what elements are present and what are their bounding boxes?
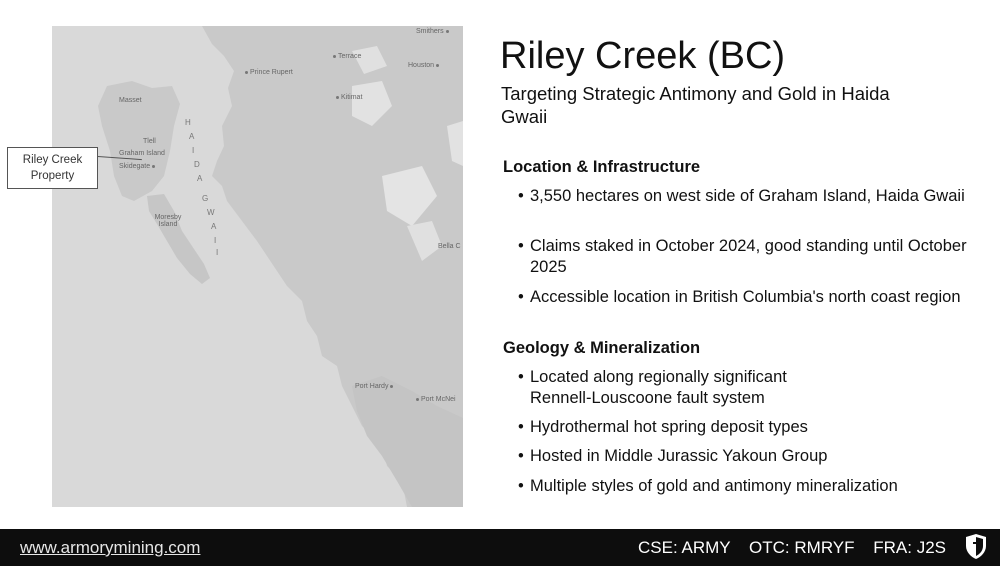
map-label-gwaii-a: A [211,222,218,231]
ticker-fra: FRA: J2S [873,538,946,557]
ticker-otc: OTC: RMRYF [749,538,855,557]
bullet-claims: • Claims staked in October 2024, good standing until October 2025 [518,236,968,278]
callout-line1: Riley Creek [22,154,83,166]
map-label-haida-d: D [194,160,201,169]
map-label-terrace: Terrace [333,53,361,60]
map-label-haida-a: A [189,132,196,141]
map-label-houston: Houston [408,62,439,69]
section-heading-geology: Geology & Mineralization [503,339,701,357]
map-label-haida-a2: A [197,174,204,183]
map-label-bella: Bella C [438,243,461,250]
bullet-hectares: • 3,550 hectares on west side of Graham Island, Haida Gwaii [518,186,968,207]
map-label-gwaii-i: I [214,236,218,245]
riley-creek-property-callout [7,147,98,189]
bullet-accessible: • Accessible location in British Columbia's north coast region [518,287,968,308]
map-label-skidegate: Skidegate [119,163,155,170]
map-label-gwaii-w: W [207,208,216,217]
map-label-tlell: Tlell [143,138,156,145]
bullet-yakoun-group: • Hosted in Middle Jurassic Yakoun Group [518,446,968,467]
map-label-haida-i: I [192,146,196,155]
map-label-port-hardy: Port Hardy [355,383,393,390]
ticker-cse: CSE: ARMY [638,538,731,557]
map-label-gwaii-g: G [202,194,210,203]
location-map [52,26,463,507]
ticker-symbols [624,538,946,558]
moresby-island-landmass [147,194,210,284]
map-label-moresby-island: Moresby Island [154,214,182,228]
footer-bar [0,529,1000,566]
section-heading-location: Location & Infrastructure [503,158,701,176]
map-label-smithers: Smithers [416,28,449,35]
website-link[interactable]: www.armorymining.com [20,538,201,557]
slide-title: Riley Creek (BC) [500,35,786,77]
callout-line2: Property [30,170,75,182]
map-terrain [52,26,463,507]
slide-subtitle: Targeting Strategic Antimony and Gold in Haida Gwaii [501,83,890,127]
bullet-gold-antimony: • Multiple styles of gold and antimony mineralization [518,476,968,497]
map-label-port-mcneill: Port McNei [416,396,456,403]
bullet-fault-system: • Located along regionally significant Rennell-Louscoone fault system [518,367,848,409]
map-label-haida-h: H [185,118,192,127]
map-label-masset: Masset [119,97,142,104]
map-label-graham-island: Graham Island [119,150,165,157]
map-label-gwaii-i2: I [216,248,220,257]
shield-logo-icon [964,533,988,560]
map-label-kitimat: Kitimat [336,94,362,101]
map-label-prince-rupert: Prince Rupert [245,69,293,76]
bullet-hydrothermal: • Hydrothermal hot spring deposit types [518,417,968,438]
